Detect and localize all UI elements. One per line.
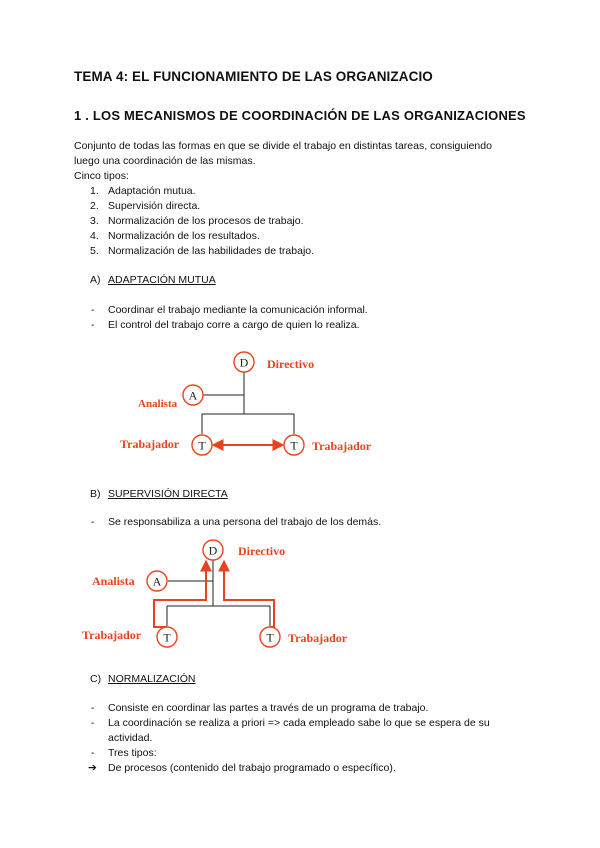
- list-item: Normalización de los procesos de trabajo.: [108, 215, 304, 227]
- node-analista-letter: A: [152, 574, 162, 589]
- list-number: 4.: [90, 230, 99, 242]
- bullet-dash: -: [91, 747, 95, 759]
- label-trabajador-left: Trabajador: [120, 437, 180, 451]
- node-directivo-letter: D: [208, 543, 218, 558]
- section-b-title: SUPERVISIÓN DIRECTA: [108, 488, 228, 500]
- node-trabajador-right-letter: T: [266, 630, 274, 645]
- bullet-item-continuation: actividad.: [108, 732, 153, 744]
- list-number: 3.: [90, 215, 99, 227]
- node-trabajador-left-letter: T: [198, 438, 206, 453]
- label-analista: Analista: [138, 398, 178, 410]
- section-a-title: ADAPTACIÓN MUTUA: [108, 274, 216, 286]
- arrow-bullet-icon: ➔: [88, 762, 97, 774]
- section-b-letter: B): [90, 488, 101, 500]
- intro-line-1: Conjunto de todas las formas en que se divide el trabajo en distintas tareas, consiguiendo: [74, 140, 492, 152]
- list-number: 2.: [90, 200, 99, 212]
- diagram-adaptacion-mutua: [110, 346, 400, 466]
- list-item: Normalización de las habilidades de trabajo.: [108, 245, 315, 257]
- page-title: TEMA 4: EL FUNCIONAMIENTO DE LAS ORGANIZACIO: [74, 69, 433, 84]
- section-c-title: NORMALIZACIÓN: [108, 673, 196, 685]
- list-number: 5.: [90, 245, 99, 257]
- bullet-item: El control del trabajo corre a cargo de quien lo realiza.: [108, 319, 360, 331]
- types-label: Cinco tipos:: [74, 170, 129, 182]
- supervision-arrow-right: [224, 562, 274, 627]
- section-a-letter: A): [90, 274, 101, 286]
- label-directivo: Directivo: [238, 544, 286, 558]
- label-trabajador-right: Trabajador: [288, 631, 348, 645]
- bullet-item: Tres tipos:: [108, 747, 157, 759]
- label-trabajador-right: Trabajador: [312, 439, 372, 453]
- bullet-item: Consiste en coordinar las partes a través de un programa de trabajo.: [108, 702, 429, 714]
- bullet-dash: -: [91, 717, 95, 729]
- node-analista-letter: A: [188, 388, 198, 403]
- bullet-dash: -: [91, 319, 95, 331]
- bullet-dash: -: [91, 702, 95, 714]
- list-item: Normalización de los resultados.: [108, 230, 260, 242]
- bullet-item: La coordinación se realiza a priori => cada empleado sabe lo que se espera de su: [108, 717, 490, 729]
- label-directivo: Directivo: [267, 357, 315, 371]
- intro-line-2: luego una coordinación de las mismas.: [74, 155, 256, 167]
- bullet-item: Se responsabiliza a una persona del trabajo de los demás.: [108, 516, 382, 528]
- bullet-item: Coordinar el trabajo mediante la comunicación informal.: [108, 304, 368, 316]
- bullet-dash: -: [91, 516, 95, 528]
- label-trabajador-left: Trabajador: [82, 628, 142, 642]
- list-item: Supervisión directa.: [108, 200, 201, 212]
- arrow-item: De procesos (contenido del trabajo programado o específico).: [108, 762, 396, 774]
- list-item: Adaptación mutua.: [108, 185, 196, 197]
- node-directivo-letter: D: [239, 355, 249, 370]
- section-1-heading: 1 . LOS MECANISMOS DE COORDINACIÓN DE LAS ORGANIZACIONES: [74, 108, 526, 123]
- node-trabajador-right-letter: T: [290, 438, 298, 453]
- diagram-supervision-directa: [76, 534, 376, 660]
- node-trabajador-left-letter: T: [163, 630, 171, 645]
- section-c-letter: C): [90, 673, 102, 685]
- label-analista: Analista: [92, 574, 135, 588]
- bullet-dash: -: [91, 304, 95, 316]
- list-number: 1.: [90, 185, 99, 197]
